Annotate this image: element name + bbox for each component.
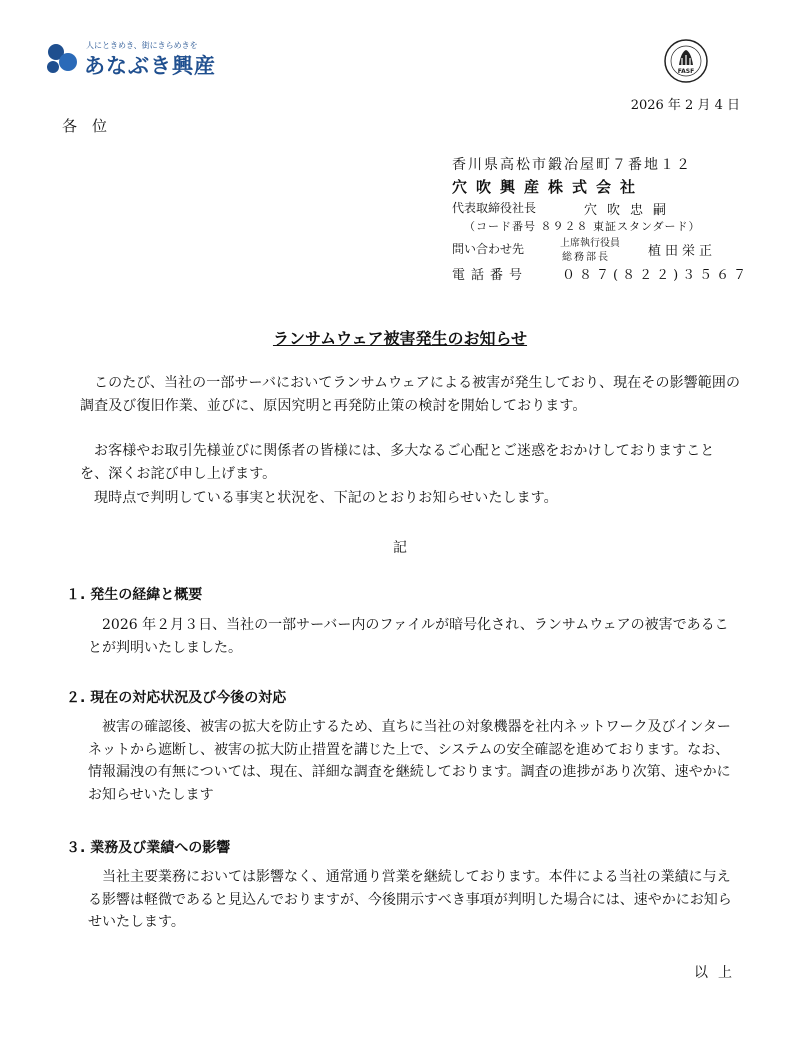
fasf-seal — [663, 38, 709, 84]
sender-address: 香川県高松市鍛冶屋町７番地１２ — [452, 157, 692, 173]
closing-mark: 以上 — [694, 965, 742, 981]
intro-paragraph-1: このたび、当社の一部サーバにおいてランサムウェアによる被害が発生しており、現在その影響範囲の調査及び復旧作業、並びに、原因究明と再発防止策の検討を開始しております。 — [80, 375, 741, 414]
section-body-3: 当社主要業務においては影響なく、通常通り営業を継続しております。本件による当社の業績に与える影響は軽微であると見込んでおりますが、今後開示すべき事項が判明した場合には、速やかにお知らせいたします。 — [88, 869, 732, 930]
representative-name: 穴吹忠嗣 — [584, 203, 677, 218]
stock-code: （コード番号 ８９２８ 東証スタンダード） — [464, 220, 701, 233]
document-date: 2026 年 2 月 4 日 — [630, 98, 740, 113]
representative-label: 代表取締役社長 — [452, 201, 537, 215]
recipient: 各 位 — [62, 117, 108, 135]
document-title — [0, 326, 800, 349]
logo-name: あなぶき興産 — [84, 54, 216, 78]
section-heading-3: ３. 業務及び業績への影響 — [66, 840, 231, 856]
seal-label: FASF — [677, 68, 695, 75]
tel-label: 電話番号 — [452, 268, 529, 283]
contact-title-1: 上席執行役員 — [560, 238, 620, 249]
bubbles-logo-icon — [44, 42, 78, 76]
section-heading-1: １. 発生の経緯と概要 — [66, 587, 203, 603]
contact-label: 問い合わせ先 — [452, 242, 525, 256]
contact-title-2: 総務部長 — [562, 252, 610, 263]
intro-paragraph-2: お客様やお取引先様並びに関係者の皆様には、多大なるご心配とご迷惑をおかけしておりますことを、深くお詫び申し上げます。 — [80, 443, 715, 482]
section-body-1: 2026 年２月３日、当社の一部サーバー内のファイルが暗号化され、ランサムウェアの被害であることが判明いたしました。 — [88, 617, 729, 656]
intro-paragraph-3: 現時点で判明している事実と状況を、下記のとおりお知らせいたします。 — [94, 490, 558, 506]
section-heading-2: ２. 現在の対応状況及び今後の対応 — [66, 690, 287, 706]
contact-name: 植田栄正 — [648, 244, 717, 259]
ki-marker: 記 — [393, 540, 407, 556]
sender-company: 穴吹興産株式会社 — [452, 178, 645, 196]
document-title-text: ランサムウェア被害発生のお知らせ — [272, 329, 528, 348]
section-body-2: 被害の確認後、被害の拡大を防止するため、直ちに当社の対象機器を社内ネットワーク及びインターネットから遮断し、被害の拡大防止措置を講じた上で、システムの安全確認を進めております。なお、情報漏洩の有無については、現在、詳細な調査を継続しております。調査の進捗があり次第、速やかにお知らせいたします — [88, 719, 731, 803]
tel-number: ０８７(８２２)３５６７ — [562, 268, 751, 283]
company-logo — [44, 40, 244, 82]
fasf-seal-icon — [663, 38, 709, 84]
logo-tagline: 人にときめき、街にきらめきを — [86, 41, 198, 50]
